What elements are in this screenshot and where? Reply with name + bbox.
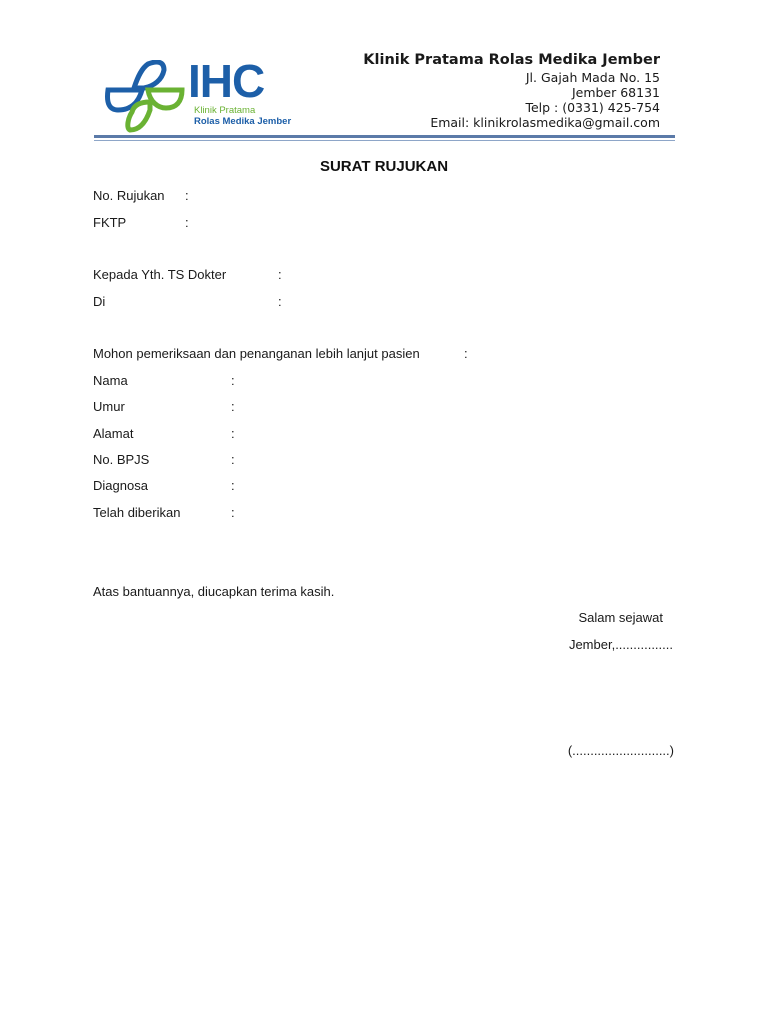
field-sep: :	[464, 346, 468, 361]
field-label-no-bpjs: No. BPJS	[93, 452, 150, 467]
signature-line: (...........................)	[567, 743, 674, 758]
field-label-alamat: Alamat	[93, 426, 134, 441]
clinic-address-1: Jl. Gajah Mada No. 15	[525, 70, 660, 85]
greeting: Salam sejawat	[578, 610, 663, 625]
field-label-nama: Nama	[93, 373, 128, 388]
clinic-logo	[104, 55, 304, 136]
clinic-email: Email: klinikrolasmedika@gmail.com	[430, 115, 660, 130]
field-sep: :	[185, 215, 189, 230]
field-sep: :	[231, 505, 235, 520]
field-sep: :	[231, 399, 235, 414]
field-label-telah-diberikan: Telah diberikan	[93, 505, 181, 520]
field-label-no-rujukan: No. Rujukan	[93, 188, 165, 203]
clinic-name: Klinik Pratama Rolas Medika Jember	[363, 52, 660, 68]
field-sep: :	[231, 373, 235, 388]
field-label-di: Di	[93, 294, 106, 309]
logo-subtitle-1: Klinik Pratama	[194, 105, 256, 116]
field-label-umur: Umur	[93, 399, 125, 414]
field-label-fktp: FKTP	[93, 215, 127, 230]
clinic-address-2: Jember 68131	[571, 85, 660, 100]
logo-subtitle-2: Rolas Medika Jember	[194, 116, 292, 127]
field-sep: :	[278, 294, 282, 309]
closing-text: Atas bantuannya, diucapkan terima kasih.	[93, 584, 335, 599]
logo-wordmark: IHC	[188, 55, 265, 107]
request-text: Mohon pemeriksaan dan penanganan lebih lanjut pasien	[93, 346, 420, 361]
clinic-info	[363, 50, 660, 130]
field-sep: :	[185, 188, 189, 203]
leaf-cross-icon	[104, 60, 186, 134]
header-divider-thin	[94, 140, 675, 141]
field-sep: :	[278, 267, 282, 282]
field-sep: :	[231, 452, 235, 467]
document-title: SURAT RUJUKAN	[319, 158, 449, 175]
field-label-kepada: Kepada Yth. TS Dokter	[93, 267, 227, 282]
field-sep: :	[231, 426, 235, 441]
header-divider	[94, 135, 675, 138]
clinic-phone: Telp : (0331) 425-754	[525, 100, 660, 115]
field-sep: :	[231, 478, 235, 493]
field-label-diagnosa: Diagnosa	[93, 478, 148, 493]
place-date: Jember,................	[568, 637, 673, 652]
